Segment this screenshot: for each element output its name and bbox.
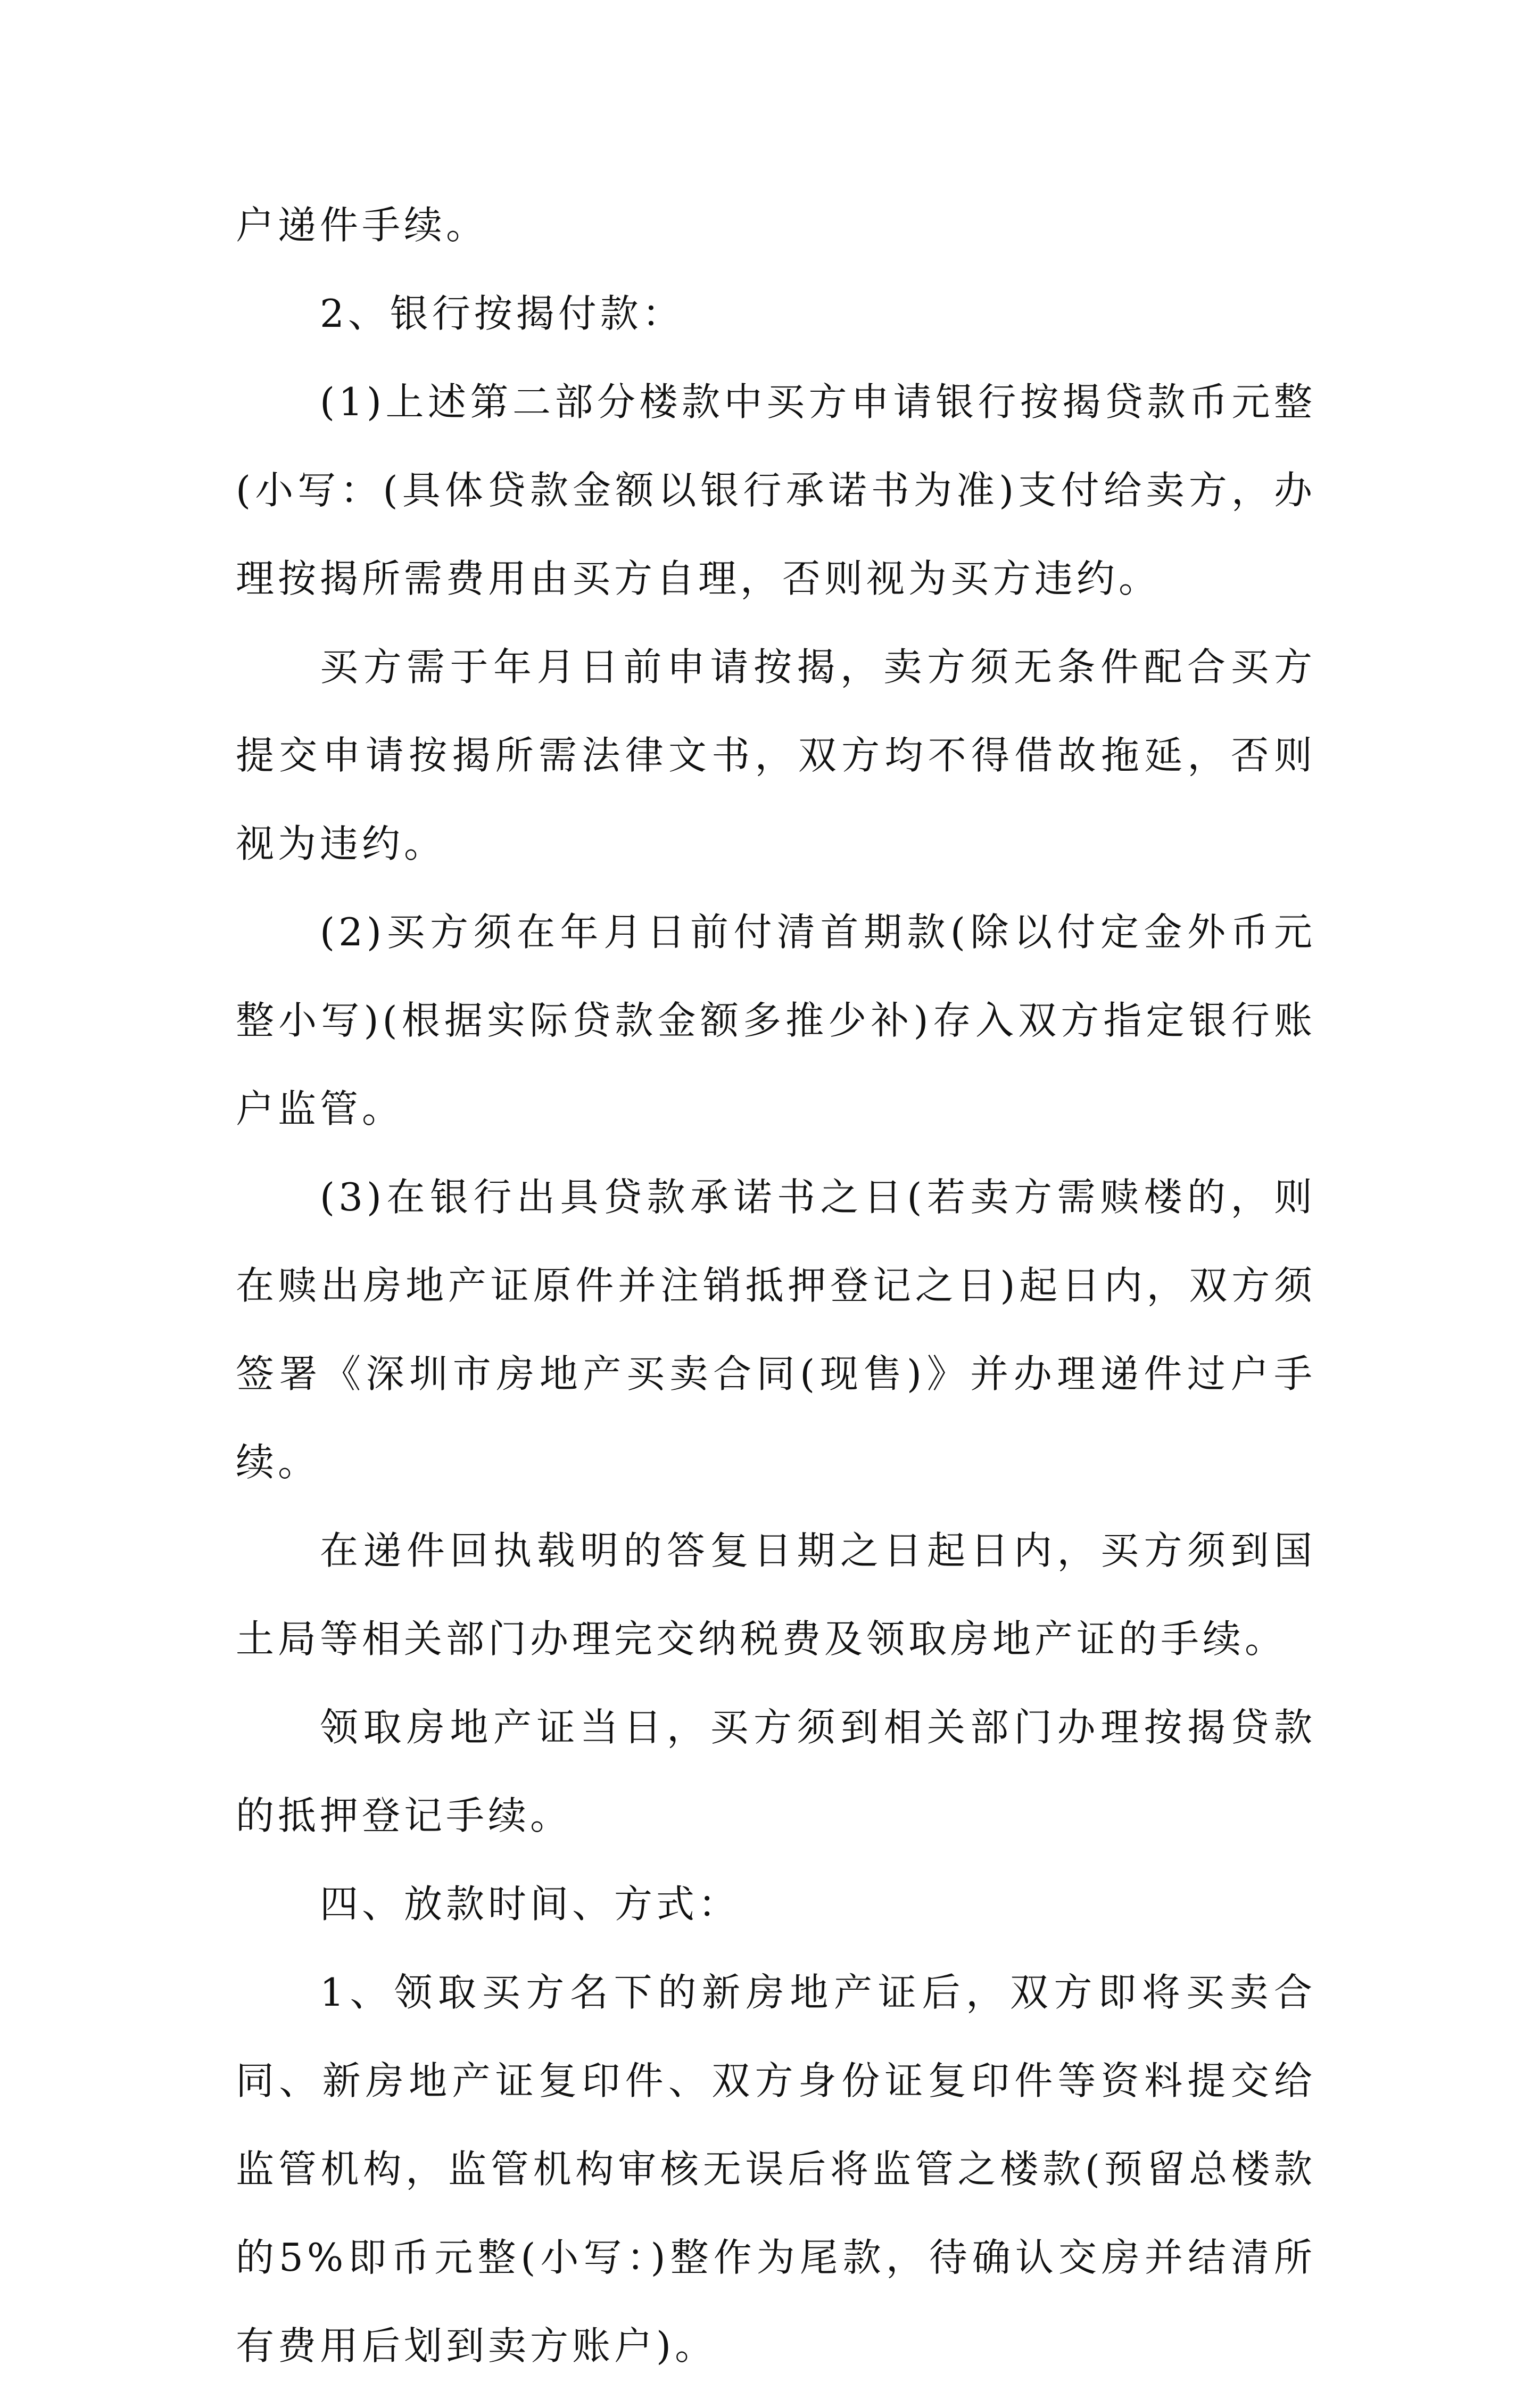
- paragraph-mortgage-application: 买方需于年月日前申请按揭，卖方须无条件配合买方提交申请按揭所需法律文书，双方均不得借故拖延，否则视为违约。: [236, 645, 1316, 866]
- paragraph-tax-payment: 在递件回执载明的答复日期之日起日内，买方须到国土局等相关部门办理完交纳税费及领取房地产证的手续。: [236, 1528, 1316, 1661]
- paragraph-mortgage-loan: (1)上述第二部分楼款中买方申请银行按揭贷款币元整(小写：(具体贷款金额以银行承诺书为准)支付给卖方，办理按揭所需费用由买方自理，否则视为买方违约。: [236, 380, 1316, 601]
- paragraph-mortgage-registration: 领取房地产证当日，买方须到相关部门办理按揭贷款的抵押登记手续。: [236, 1705, 1316, 1838]
- paragraph-release-heading: 四、放款时间、方式：: [320, 1882, 741, 1926]
- paragraph-release-terms: 1、领取买方名下的新房地产证后，双方即将买卖合同、新房地产证复印件、双方身份证复印件等资料提交给监管机构，监管机构审核无误后将监管之楼款(预留总楼款的5%即币元整(小写：)整作为尾款，待确认交房并结清所有费用后划到卖方账户)。: [236, 1970, 1316, 2368]
- paragraph-bank-mortgage-heading: 2、银行按揭付款：: [320, 291, 684, 336]
- paragraph-continuation: 户递件手续。: [236, 203, 489, 248]
- document-body: [236, 181, 1316, 2390]
- paragraph-contract-signing: (3)在银行出具贷款承诺书之日(若卖方需赎楼的，则在赎出房地产证原件并注销抵押登记之日)起日内，双方须签署《深圳市房地产买卖合同(现售)》并办理递件过户手续。: [236, 1175, 1316, 1485]
- paragraph-down-payment: (2)买方须在年月日前付清首期款(除以付定金外币元整小写)(根据实际贷款金额多推少补)存入双方指定银行账户监管。: [236, 910, 1316, 1131]
